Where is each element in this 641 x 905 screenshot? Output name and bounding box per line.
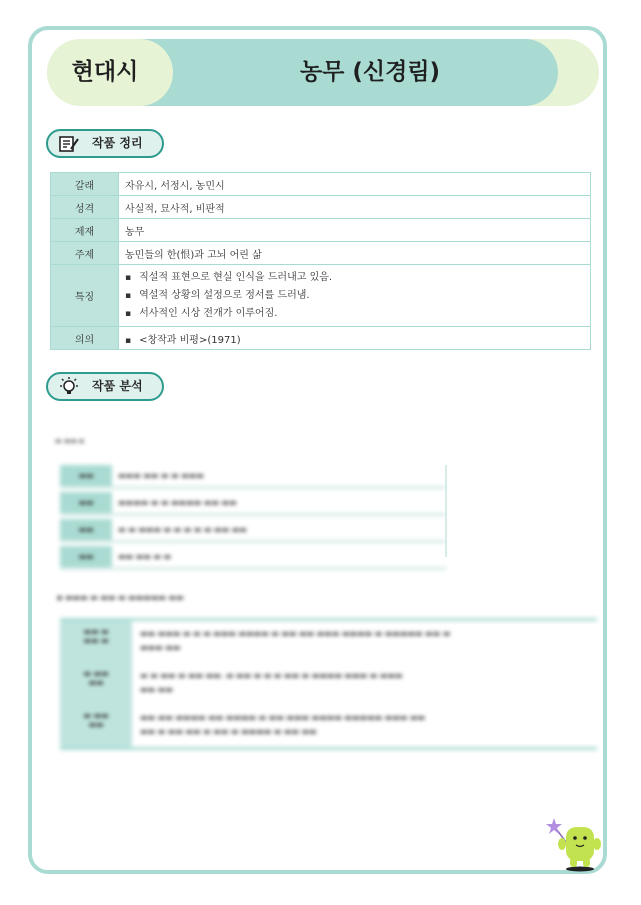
poem-title: 농무 (신경림)	[299, 59, 441, 85]
row-header: 제재	[51, 219, 119, 242]
blurred-row: ▬▬ ▬ ▬▬ ▬ ▬▬ ▬▬▬ ▬ ▬ ▬ ▬▬▬ ▬▬▬▬ ▬ ▬▬ ▬▬ ▬▬▬ ▬▬▬▬ ▬ ▬▬▬▬▬ ▬▬ ▬ ▬▬▬ ▬▬	[60, 621, 597, 663]
lightbulb-icon	[58, 377, 80, 397]
list-item: ▪ 서사적인 시상 전개가 이루어짐.	[125, 305, 584, 323]
table-row	[51, 327, 591, 350]
blurred-caption: ▬ ▬▬ ▪	[55, 437, 85, 445]
section-label: 작품 정리	[92, 136, 143, 150]
section-pill-analysis	[46, 372, 164, 401]
row-value: 농무	[119, 219, 591, 242]
row-header: 성격	[51, 196, 119, 219]
blurred-detail-table	[60, 618, 597, 750]
list-item: ▪ 직설적 표현으로 현실 인식을 드러내고 있음.	[125, 269, 584, 287]
row-value: 농민들의 한(恨)과 고뇌 어린 삶	[119, 242, 591, 265]
blurred-row: ▬▬ ▬ ▬ ▬▬▬ ▬ ▬ ▬ ▬ ▬ ▬▬ ▬▬	[60, 519, 446, 543]
table-row	[51, 219, 591, 242]
row-header: 의의	[51, 327, 119, 350]
blurred-note: ▪ ▬▬▬ ▬ ▬▬ ▬ ▬▬▬▬▬ ▬▬	[57, 593, 184, 602]
divider	[445, 465, 447, 557]
row-header: 특징	[51, 265, 119, 327]
row-value	[119, 265, 591, 327]
summary-table	[50, 172, 591, 350]
table-row	[51, 265, 591, 327]
blurred-row: ▬▬ ▬▬▬▬ ▬ ▬ ▬▬▬▬ ▬▬ ▬▬	[60, 492, 446, 516]
list-item: ▪ 역설적 상황의 설정으로 정서를 드러냄.	[125, 287, 584, 305]
blurred-row: ▬ ▬▬ ▬▬ ▬▬ ▬▬ ▬▬▬▬ ▬▬ ▬▬▬▬ ▬ ▬▬ ▬▬▬ ▬▬▬▬ ▬▬▬▬▬ ▬▬▬ ▬▬ ▬▬ ▬ ▬▬ ▬▬ ▬ ▬▬ ▬ ▬▬▬▬ ▬ ▬▬ ▬▬	[60, 705, 597, 747]
blurred-row: ▬▬ ▬▬ ▬▬ ▬ ▬	[60, 546, 446, 570]
row-value: 자유시, 서정시, 농민시	[119, 173, 591, 196]
blurred-row: ▬▬ ▬▬▬ ▬▬ ▬ ▬ ▬▬▬	[60, 465, 446, 489]
feature-list	[125, 266, 584, 326]
significance-text: ▪ <창작과 비평>(1971)	[125, 335, 241, 346]
row-value	[119, 327, 591, 350]
row-header: 갈래	[51, 173, 119, 196]
section-label: 작품 분석	[92, 379, 143, 393]
row-value: 사실적, 묘사적, 비판적	[119, 196, 591, 219]
genre-label: 현대시	[71, 59, 139, 85]
green-mascot-with-star-wand-icon	[546, 814, 606, 872]
table-row	[51, 173, 591, 196]
blurred-row: ▬ ▬▬ ▬▬ ▬ ▬ ▬▬ ▬ ▬▬ ▬▬, ▬ ▬▬ ▬ ▬ ▬ ▬▬ ▬ ▬▬▬▬ ▬▬▬ ▬ ▬▬▬ ▬▬ ▬▬	[60, 663, 597, 705]
notepad-pencil-icon	[58, 134, 80, 154]
section-pill-summary	[46, 129, 164, 158]
table-row	[51, 196, 591, 219]
blurred-analysis-table	[60, 465, 446, 573]
table-row	[51, 242, 591, 265]
row-header: 주제	[51, 242, 119, 265]
